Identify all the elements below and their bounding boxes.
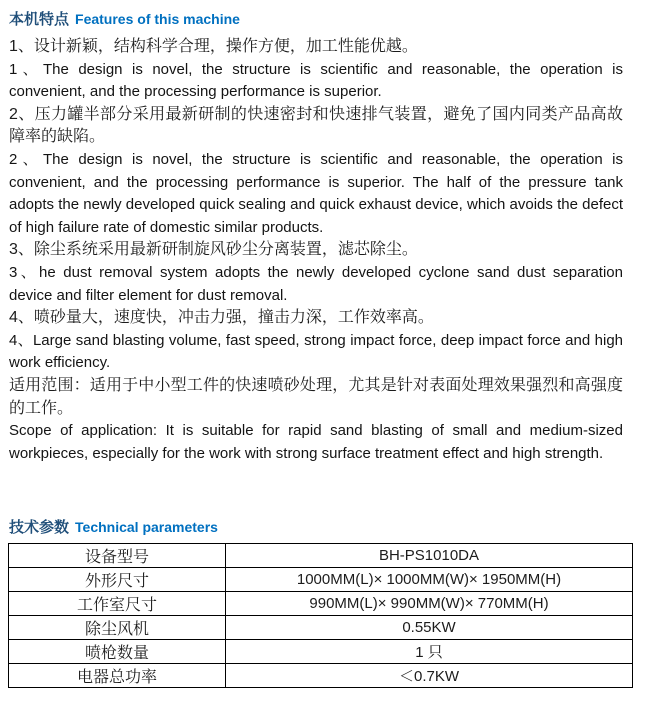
- features-title-zh: 本机特点: [9, 11, 70, 28]
- feature-1-text-en: 1、The design is novel, the structure is scientific and reasonable, the operation is convenient, and the processing performance is superior.: [9, 60, 623, 101]
- table-row-total-power: [9, 664, 633, 688]
- parameters-title-en: Technical parameters: [75, 519, 218, 536]
- feature-4-text-zh: 4、喷砂量大，速度快，冲击力强，撞击力深，工作效率高。: [9, 309, 434, 327]
- param-value: 1 只: [226, 640, 633, 664]
- table-row-chamber-size: [9, 592, 633, 616]
- param-value: 0.55KW: [226, 616, 633, 640]
- table-row-dust-fan: [9, 616, 633, 640]
- scope-of-application-en: Scope of application: It is suitable for rapid sand blasting of small and medium-sized workpieces, especially for the work with strong surface treatment effect and high strength.: [9, 422, 623, 462]
- scope-of-application-zh: 适用范围：适用于中小型工件的快速喷砂处理，尤其是针对表面处理效果强烈和高强度的工作。: [9, 376, 623, 417]
- parameters-title-zh: 技术参数: [9, 519, 70, 537]
- param-value: 990MM(L)× 990MM(W)× 770MM(H): [226, 592, 633, 616]
- param-value: 1000MM(L)× 1000MM(W)× 1950MM(H): [226, 568, 633, 592]
- feature-4-text-en: 4、Large sand blasting volume, fast speed, strong impact force, deep impact force and high work efficiency.: [9, 331, 623, 372]
- feature-3-text-en: 3、he dust removal system adopts the newly developed cyclone sand dust separation device and filter element for dust removal.: [9, 263, 623, 304]
- param-label: 喷枪数量: [9, 640, 226, 664]
- feature-1-text-zh: 1、设计新颖，结构科学合理，操作方便，加工性能优越。: [9, 38, 418, 55]
- table-row-overall-size: [9, 568, 633, 592]
- features-section-heading: [9, 8, 670, 29]
- feature-2-text-en: 2、The design is novel, the structure is scientific and reasonable, the operation is convenient, and the processing performance is superior. The half of the pressure tank adopts the newly developed quick sealing and quick exhaust device, which avoids the defect of high failure rate of domestic similar products.: [9, 150, 623, 236]
- param-value: ＜0.7KW: [226, 664, 633, 688]
- param-label: 电器总功率: [9, 664, 226, 688]
- param-value: BH-PS1010DA: [226, 544, 633, 568]
- technical-parameters-table: [8, 543, 633, 688]
- feature-3-text-zh: 3、除尘系统采用最新研制旋风砂尘分离装置，滤芯除尘。: [9, 241, 418, 259]
- feature-2-text-zh: 2、压力罐半部分采用最新研制的快速密封和快速排气装置，避免了国内同类产品高故障率的缺陷。: [9, 105, 623, 146]
- parameters-section-heading: [9, 516, 670, 537]
- param-label: 外形尺寸: [9, 568, 226, 592]
- param-label: 设备型号: [9, 544, 226, 568]
- param-label: 除尘风机: [9, 616, 226, 640]
- table-row-model: [9, 544, 633, 568]
- param-label: 工作室尺寸: [9, 592, 226, 616]
- table-row-gun-count: [9, 640, 633, 664]
- features-body: [9, 36, 623, 465]
- features-title-en: Features of this machine: [75, 11, 240, 27]
